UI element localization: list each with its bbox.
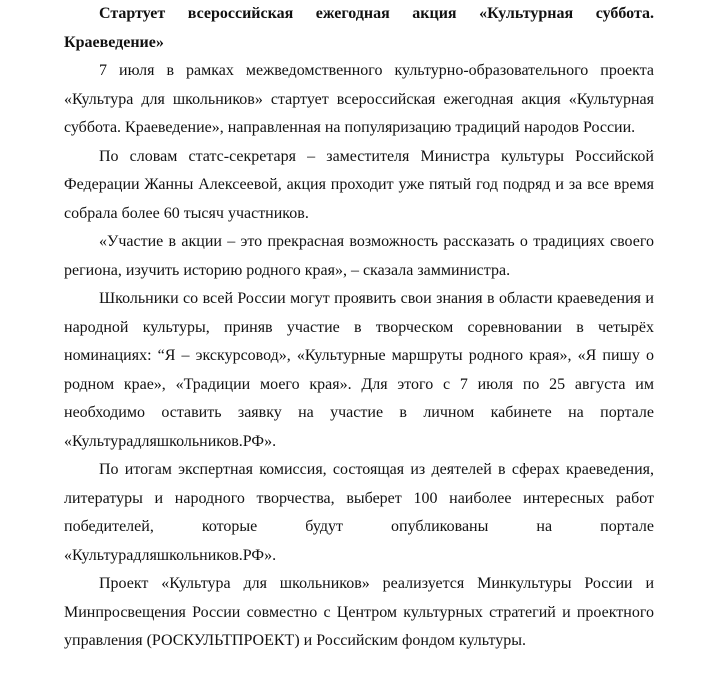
paragraph-5-continuation: «Культурадляшкольников.РФ». (64, 546, 277, 564)
paragraph-3: «Участие в акции – это прекрасная возможность рассказать о традициях своего региона, изучить историю родного края», – сказала замминистра. (64, 233, 654, 279)
paragraph-6: Проект «Культура для школьников» реализуется Минкультуры России и Минпросвещения России совместно с Центром культурных стратегий и проектного управления (РОСКУЛЬТПРОЕКТ) и Российским фондом культуры. (64, 575, 654, 649)
document-page (64, 0, 654, 656)
paragraph-5: По итогам экспертная комиссия, состоящая из деятелей в сферах краеведения, литературы и народного творчества, выберет 100 наиболее интересных работ победителей, которые будут опубликованы на портале (64, 461, 654, 535)
paragraph-2: По словам статс-секретаря – заместителя Министра культуры Российской Федерации Жанны Алексеевой, акция проходит уже пятый год подряд и за все время собрала более 60 тысяч участников. (64, 147, 654, 222)
paragraph-1: 7 июля в рамках межведомственного культурно-образовательного проекта «Культура для школьников» стартует всероссийская ежегодная акция «Культурная суббота. Краеведение», направленная на популяризацию традиций народов России. (64, 62, 654, 136)
article-title: Стартует всероссийская ежегодная акция «Культурная суббота. Краеведение» (64, 5, 654, 51)
paragraph-4: Школьники со всей России могут проявить свои знания в области краеведения и народной культуры, приняв участие в творческом соревновании в четырёх номинациях: “Я – экскурсовод», «Культурные маршруты родного края», «Я пишу о родном крае», «Традиции моего края». Для этого с 7 июля по 25 августа им необходимо оставить заявку на участие в личном кабинете на портале «Культурадляшкольников.РФ». (64, 290, 654, 450)
